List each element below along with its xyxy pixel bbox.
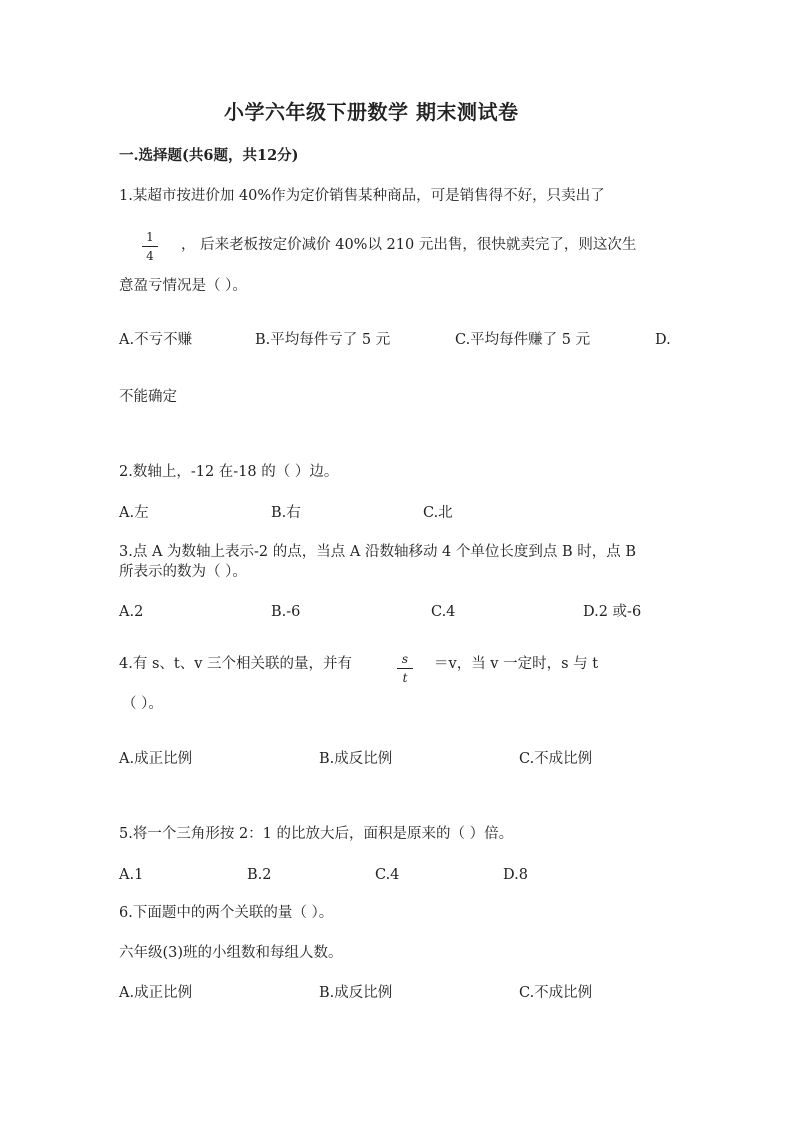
question-2-line-1: 2.数轴上，-12 在-18 的（ ）边。 — [119, 464, 339, 480]
question-1-option-a[interactable]: A.不亏不赚 — [119, 332, 193, 348]
question-2-option-a[interactable]: A.左 — [119, 505, 149, 521]
question-3-option-d[interactable]: D.2 或-6 — [583, 604, 642, 620]
question-6-line-2: 六年级(3)班的小组数和每组人数。 — [119, 945, 343, 961]
page-title: 小学六年级下册数学 期末测试卷 — [224, 100, 519, 124]
question-1-option-b[interactable]: B.平均每件亏了 5 元 — [255, 332, 391, 348]
question-5-option-d[interactable]: D.8 — [503, 867, 528, 883]
question-5-option-c[interactable]: C.4 — [375, 867, 400, 883]
question-1-option-c[interactable]: C.平均每件赚了 5 元 — [455, 332, 591, 348]
question-5-line-1: 5.将一个三角形按 2：1 的比放大后，面积是原来的（ ）倍。 — [119, 826, 514, 842]
fraction-denominator: 4 — [146, 249, 154, 263]
question-4-line-1: 4.有 s、t、v 三个相关联的量，并有 — [119, 656, 353, 672]
question-4-option-a[interactable]: A.成正比例 — [119, 751, 193, 767]
question-4-fraction — [397, 653, 413, 684]
question-1-line-1: 1.某超市按进价加 40%作为定价销售某种商品，可是销售得不好，只卖出了 — [119, 188, 605, 204]
question-1-option-d[interactable]: D. — [655, 332, 671, 348]
fraction-denominator: t — [402, 671, 408, 685]
question-2-option-c[interactable]: C.北 — [423, 505, 453, 521]
question-6-option-b[interactable]: B.成反比例 — [319, 985, 393, 1001]
question-4-line-2: （ ）。 — [122, 696, 163, 712]
question-6-option-c[interactable]: C.不成比例 — [519, 985, 593, 1001]
question-1-fraction — [142, 231, 158, 262]
question-3-option-a[interactable]: A.2 — [119, 604, 144, 620]
question-3-line-2: 所表示的数为（ ）。 — [119, 564, 247, 580]
section-heading: 一.选择题(共6题，共12分) — [119, 147, 299, 164]
question-3-line-1: 3.点 A 为数轴上表示-2 的点，当点 A 沿数轴移动 4 个单位长度到点 B 时，点 B — [119, 544, 637, 560]
question-2-option-b[interactable]: B.右 — [271, 505, 301, 521]
question-6-line-1: 6.下面题中的两个关联的量（ ）。 — [119, 905, 334, 921]
question-1-option-d-text[interactable]: 不能确定 — [119, 389, 177, 405]
fraction-bar — [142, 246, 158, 247]
question-4-option-b[interactable]: B.成反比例 — [319, 751, 393, 767]
fraction-numerator: s — [401, 652, 409, 666]
question-5-option-b[interactable]: B.2 — [247, 867, 272, 883]
fraction-numerator: 1 — [146, 230, 154, 244]
question-3-option-b[interactable]: B.-6 — [271, 604, 301, 620]
question-5-option-a[interactable]: A.1 — [119, 867, 144, 883]
question-6-option-a[interactable]: A.成正比例 — [119, 985, 193, 1001]
question-4-line-1-cont: ＝v，当 v 一定时，s 与 t — [434, 656, 599, 672]
question-4-option-c[interactable]: C.不成比例 — [519, 751, 593, 767]
question-3-option-c[interactable]: C.4 — [431, 604, 456, 620]
question-1-line-3: 意盈亏情况是（ ）。 — [119, 278, 247, 294]
fraction-bar — [397, 668, 413, 669]
question-1-line-2: ， 后来老板按定价减价 40%以 210 元出售，很快就卖完了，则这次生 — [181, 237, 637, 253]
